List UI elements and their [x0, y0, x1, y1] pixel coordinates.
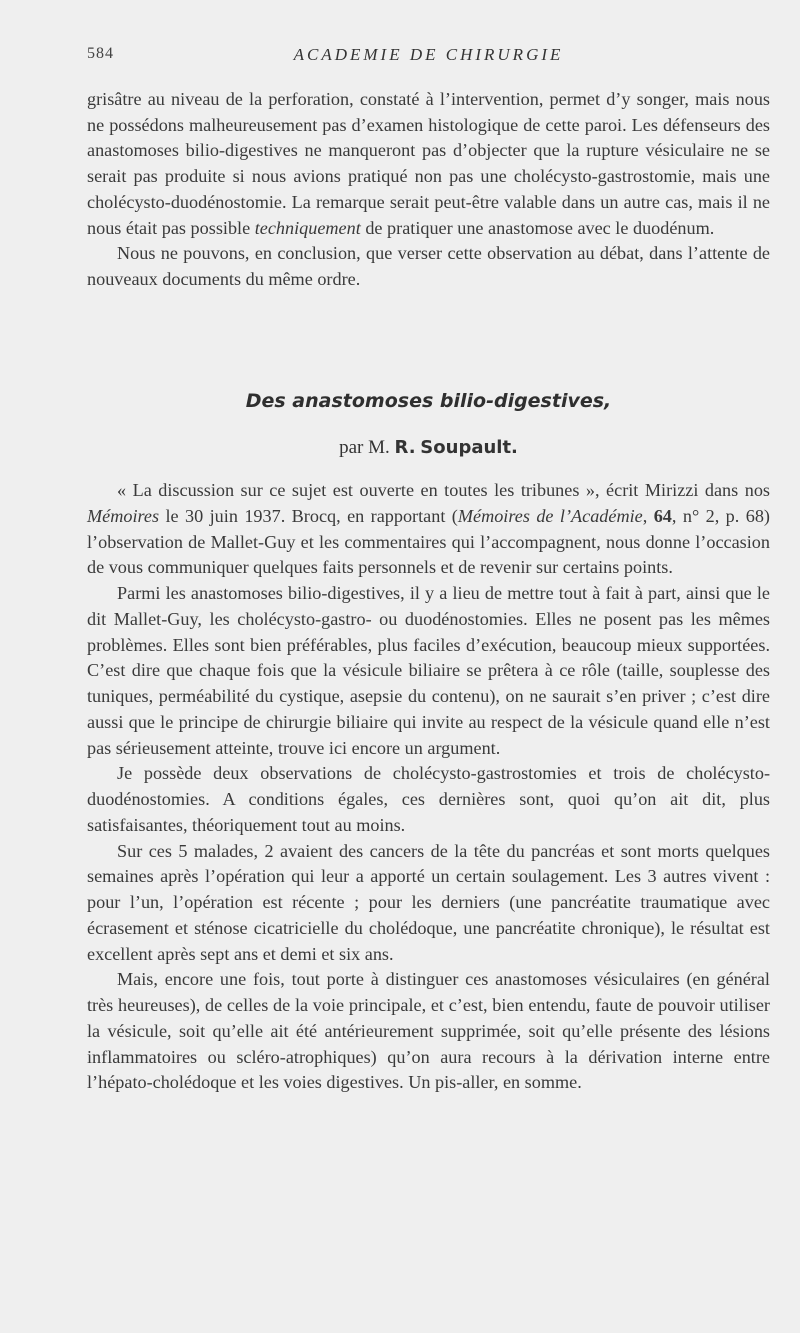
italic-text: Mémoires: [87, 505, 160, 526]
volume-number: 64: [653, 505, 672, 526]
text-run: « La discussion sur ce sujet est ouverte en toutes les tribunes », écrit Mirizzi dans nos: [117, 480, 770, 500]
paragraph: Mais, encore une fois, tout porte à distinguer ces anastomoses vésiculaires (en général très heureuses), de celles de la voie principale, et c’est, bien entendu, faute de pouvoir utiliser la vésicule, soit qu’elle ait été antérieurement supprimée, soit qu’elle présente des lésions inflammatoires ou scléro-atrophiques) qu’on aura recours à la dérivation interne entre l’hépato-cholédoque et les voies digestives. Un pis-aller, en somme.: [87, 969, 770, 1093]
text-run: , n° 2, p. 68) l’observation de Mallet-Guy et les commentaires qui l’accompagnent, nous donne l’occasion de vous communiquer quelques faits personnels et de revenir sur certains points.: [87, 505, 770, 578]
paragraph: Parmi les anastomoses bilio-digestives, il y a lieu de mettre tout à fait à part, ainsi que le dit Mallet-Guy, les cholécysto-gastro- ou duodénostomies. Elles ne posent pas les mêmes problèmes. Elles sont bien préférables, plus faciles d’exécution, beaucoup mieux supportées. C’est dire que chaque fois que la vésicule biliaire se prêtera à ce rôle (taille, souplesse des tuniques, perméabilité du cystique, asepsie du contenu), on ne saurait s’en priver ; c’est dire aussi que le principe de chirurgie biliaire qui invite au respect de la vésicule quand elle n’est pas sérieusement atteinte, trouve ici encore un argument.: [87, 583, 770, 758]
italic-text: techniquement: [254, 217, 361, 238]
previous-article-conclusion: [87, 87, 770, 293]
text-run: grisâtre au niveau de la perforation, constaté à l’intervention, permet d’y songer, mais nous ne possédons malheureusement pas d’examen histologique de cette paroi. Les défenseurs des anastomoses bilio-digestives ne manqueront pas d’objecter que la rupture vésiculaire ne se serait pas produite si nous avions pratiqué non pas une cholécysto-gastrostomie, mais une cholécysto-duodénostomie. La remarque serait peut-être valable dans un autre cas, mais il ne nous était pas possible: [87, 89, 770, 238]
paragraph: [87, 478, 770, 581]
text-run: de pratiquer une anastomose avec le duodénum.: [360, 217, 715, 238]
byline: [87, 437, 770, 459]
article-title: Des anastomoses bilio-digestives,: [245, 390, 612, 412]
paragraph: [87, 87, 770, 241]
text-run: ,: [642, 505, 654, 526]
page-number: 584: [87, 45, 114, 62]
running-head: [87, 45, 770, 71]
paragraph: Sur ces 5 malades, 2 avaient des cancers de la tête du pancréas et sont morts quelques semaines après l’opération qui leur a apporté un certain soulagement. Les 3 autres vivent : pour l’un, l’opération est récente ; pour les derniers (une pancréatite traumatique avec écrasement et sténose cicatricielle du cholédoque, une pancréatite chronique), le résultat est excellent après sept ans et demi et six ans.: [87, 840, 770, 964]
journal-title: ACADEMIE DE CHIRURGIE: [293, 45, 564, 64]
italic-text: Mémoires de l’Académie: [457, 505, 643, 526]
text-run: le 30 juin 1937. Brocq, en rapportant (: [159, 505, 458, 526]
author-initial: R.: [394, 437, 416, 458]
author-surname: Soupault.: [420, 437, 518, 458]
byline-prefix: par M.: [339, 437, 390, 458]
paragraph: Je possède deux observations de cholécysto-gastrostomies et trois de cholécysto-duodénostomies. A conditions égales, ces dernières sont, quoi qu’on ait dit, plus satisfaisantes, théoriquement tout au moins.: [87, 763, 770, 835]
paragraph: Nous ne pouvons, en conclusion, que verser cette observation au débat, dans l’attente de nouveaux documents du même ordre.: [87, 243, 770, 289]
article-body: [87, 478, 770, 1096]
